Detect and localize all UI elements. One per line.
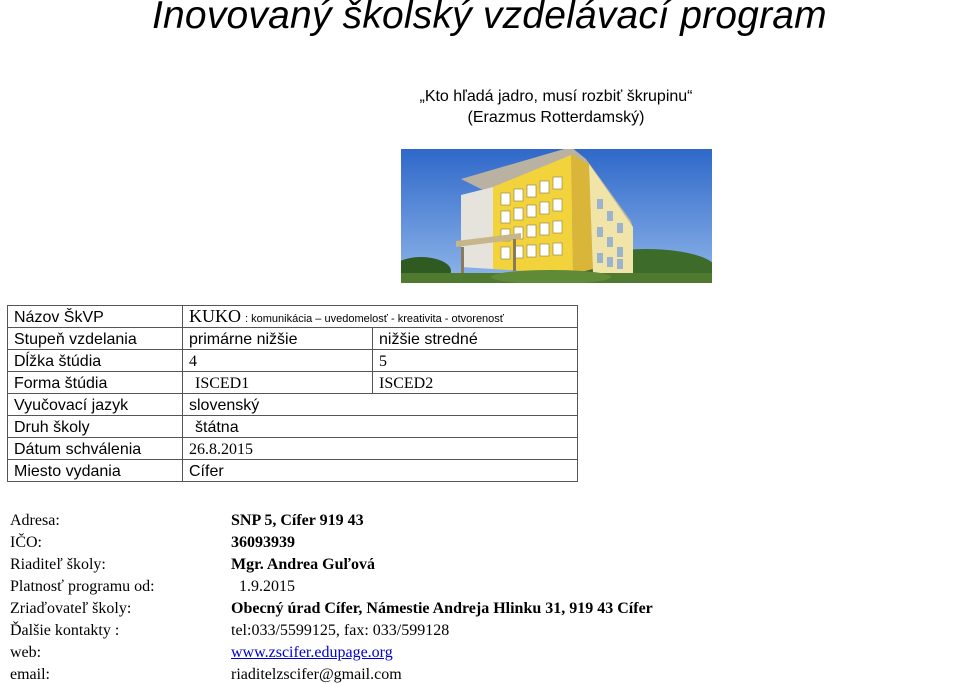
other-contacts-label: Ďalšie kontakty :: [10, 622, 120, 639]
row-druh: [8, 416, 578, 438]
ico-label: IČO:: [10, 534, 42, 551]
web-label: web:: [10, 644, 42, 661]
contact-row-director: [10, 552, 653, 574]
validity-label: Platnosť programu od:: [10, 578, 155, 595]
founder-label: Zriaďovateľ školy:: [10, 600, 132, 617]
forma-label: Forma štúdia: [8, 372, 183, 394]
web-link[interactable]: www.zscifer.edupage.org: [231, 644, 393, 661]
address-value: SNP 5, Cífer 919 43: [231, 512, 364, 529]
ico-value: 36093939: [231, 534, 295, 551]
datum-label: Dátum schválenia: [8, 438, 183, 460]
program-info-table: [7, 305, 578, 482]
row-dlzka: [8, 350, 578, 372]
web-value: [231, 640, 653, 662]
validity-value: 1.9.2015: [239, 578, 295, 595]
motto-text: „Kto hľadá jadro, musí rozbiť škrupinu“: [419, 88, 693, 105]
dlzka-secondary: 5: [373, 350, 578, 372]
contact-row-validity: [10, 574, 653, 596]
email-label: email:: [10, 666, 50, 683]
motto: [376, 86, 736, 128]
row-miesto: [8, 460, 578, 482]
jazyk-value: slovenský: [183, 394, 578, 416]
druh-label: Druh školy: [8, 416, 183, 438]
address-label: Adresa:: [10, 512, 60, 529]
stupen-label: Stupeň vzdelania: [8, 328, 183, 350]
row-datum: [8, 438, 578, 460]
miesto-value: Cífer: [183, 460, 578, 482]
row-forma: [8, 372, 578, 394]
contact-row-founder: [10, 596, 653, 618]
contact-row-other: [10, 618, 653, 640]
page-title: Inovovaný školský vzdelávací program: [152, 0, 827, 37]
row-jazyk: [8, 394, 578, 416]
school-building-photo: [401, 149, 712, 283]
contact-row-web: [10, 640, 653, 662]
nazov-sub: : komunikácia – uvedomelosť - kreativita - otvorenosť: [245, 313, 504, 325]
motto-author: (Erazmus Rotterdamský): [467, 109, 645, 126]
email-value: riaditelzscifer@gmail.com: [231, 666, 402, 683]
jazyk-label: Vyučovací jazyk: [8, 394, 183, 416]
contact-row-email: [10, 662, 653, 684]
forma-secondary: ISCED2: [373, 372, 578, 394]
row-nazov: [8, 306, 578, 328]
founder-value: Obecný úrad Cífer, Námestie Andreja Hlinku 31, 919 43 Cífer: [231, 600, 653, 617]
director-label: Riaditeľ školy:: [10, 556, 106, 573]
nazov-label: Názov ŠkVP: [8, 306, 183, 328]
forma-primary: ISCED1: [183, 372, 373, 394]
contact-row-ico: [10, 530, 653, 552]
stupen-secondary: nižšie stredné: [373, 328, 578, 350]
nazov-main: KUKO: [189, 306, 241, 326]
stupen-primary: primárne nižšie: [183, 328, 373, 350]
contacts-list: [10, 508, 653, 684]
contact-row-address: [10, 508, 653, 530]
dlzka-label: Dĺžka štúdia: [8, 350, 183, 372]
row-stupen: [8, 328, 578, 350]
druh-value: štátna: [183, 416, 578, 438]
datum-value: 26.8.2015: [183, 438, 578, 460]
other-contacts-value: tel:033/5599125, fax: 033/599128: [231, 622, 450, 639]
nazov-value: [183, 306, 578, 328]
director-value: Mgr. Andrea Guľová: [231, 556, 375, 573]
miesto-label: Miesto vydania: [8, 460, 183, 482]
dlzka-primary: 4: [183, 350, 373, 372]
